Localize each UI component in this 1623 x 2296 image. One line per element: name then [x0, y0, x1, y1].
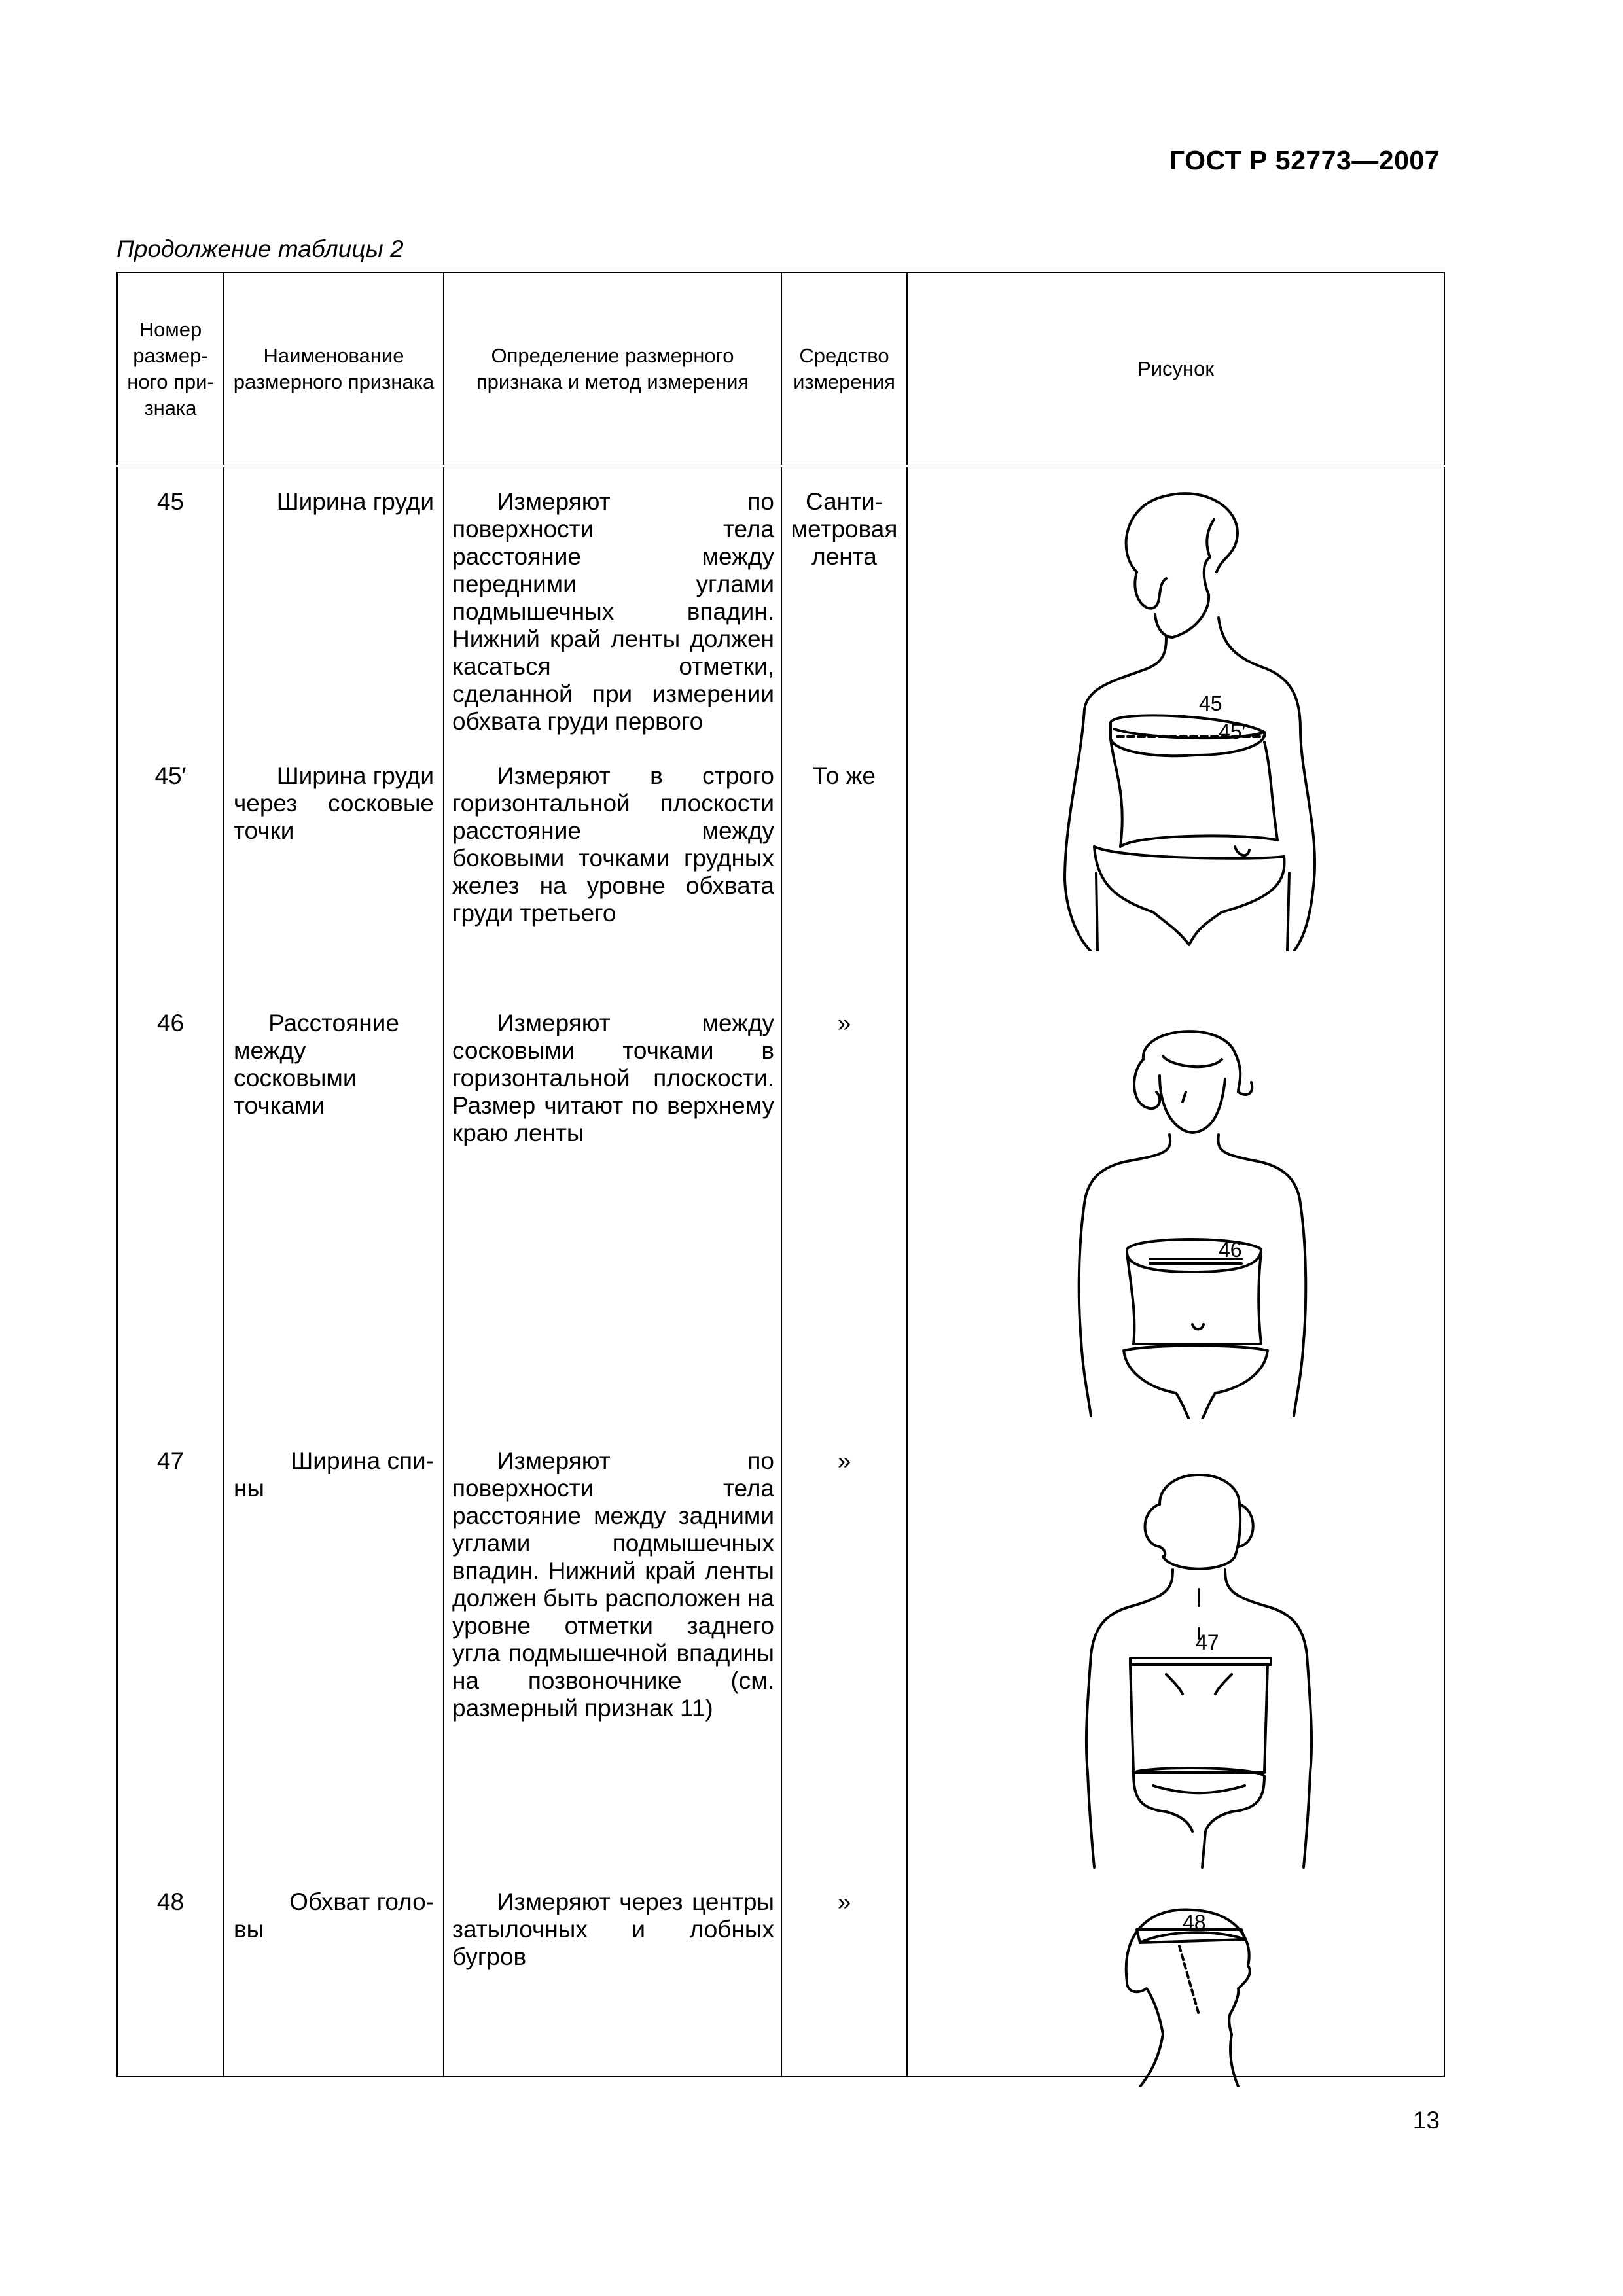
name-continuation: вы [234, 1916, 264, 1943]
table-row-number: 48 [156, 1888, 185, 1915]
table-row-description: Измеряют через центры затылочных и лобных бугров [452, 1888, 774, 1970]
name-continuation: между сосковыми точками [234, 1037, 357, 1119]
document-code: ГОСТ Р 52773—2007 [1169, 145, 1440, 175]
name-line: Ширина спи- [291, 1447, 434, 1474]
table-row-name [234, 1447, 434, 1502]
figure-label: 48 [1183, 1911, 1206, 1934]
female-figure-front-chest-tape-icon [1039, 480, 1340, 951]
table-body-row [117, 466, 1444, 2077]
head-profile-tape-icon [1101, 1903, 1258, 2087]
table-row-tool: Санти-метровая лента [791, 488, 898, 570]
table-row-tool: » [837, 1010, 851, 1036]
row-names-cell [224, 466, 444, 2077]
column-header-number: Номер размер-ного при-знака [117, 272, 224, 466]
name-continuation: через сосковые точки [234, 790, 434, 844]
table-row-number: 45 [156, 488, 185, 515]
table-row-number: 47 [156, 1447, 185, 1474]
row-figures-cell [907, 466, 1444, 2077]
column-header-name: Наименование размерного признака [224, 272, 444, 466]
table-row-description: Измеряют в строго горизонтальной плоскости расстояние между боковыми точками грудных желез на уровне обхвата груди третьего [452, 762, 774, 927]
table-row-number: 45′ [154, 762, 187, 789]
table-row-name [234, 488, 434, 516]
page-number: 13 [1412, 2107, 1440, 2134]
table-row-tool: » [837, 1447, 851, 1474]
name-line: Ширина груди [276, 762, 434, 789]
figure-label: 47 [1196, 1631, 1219, 1654]
table-caption: Продолжение таблицы 2 [116, 236, 404, 262]
table-row-number: 46 [156, 1010, 185, 1036]
table-row-name [234, 1010, 434, 1120]
female-figure-back-tape-icon [1068, 1465, 1330, 1871]
table-row-description: Измеряют между сосковыми точками в горизонтальной плоскости. Размер читают по верхнему краю ленты [452, 1010, 774, 1146]
table-row-tool: » [837, 1888, 851, 1915]
table-header-row [117, 272, 1444, 466]
name-line: Ширина груди [276, 488, 434, 515]
table-row-name [234, 762, 434, 845]
column-header-definition: Определение размерного признака и метод измерения [444, 272, 781, 466]
name-line: Расстояние [268, 1010, 399, 1036]
column-header-tool: Средство измерения [781, 272, 907, 466]
name-continuation: ны [234, 1475, 265, 1502]
table-row-tool: То же [813, 762, 876, 789]
figure-label: 45′ [1219, 720, 1246, 743]
table-row-name [234, 1888, 434, 1943]
table-row-description: Измеряют по поверхности тела расстояние между передними углами подмышечных впадин. Нижний край ленты должен касаться отметки, сделанной при измерении обхвата груди первого [452, 488, 774, 735]
column-header-figure: Рисунок [907, 272, 1444, 466]
measurement-table [116, 272, 1445, 2077]
row-tools-cell [781, 466, 907, 2077]
figure-label: 45 [1199, 692, 1222, 715]
figure-label: 46 [1219, 1238, 1242, 1262]
row-numbers-cell [117, 466, 224, 2077]
table-row-description: Измеряют по поверхности тела расстояние между задними углами подмышечных впадин. Нижний край ленты должен быть расположен на уровне отметки заднего угла подмышечной впадины на позвоночнике (см. размерный признак 11) [452, 1447, 774, 1722]
row-descriptions-cell [444, 466, 781, 2077]
name-line: Обхват голо- [289, 1888, 434, 1915]
female-figure-front-bust-tape-icon [1065, 1020, 1320, 1419]
